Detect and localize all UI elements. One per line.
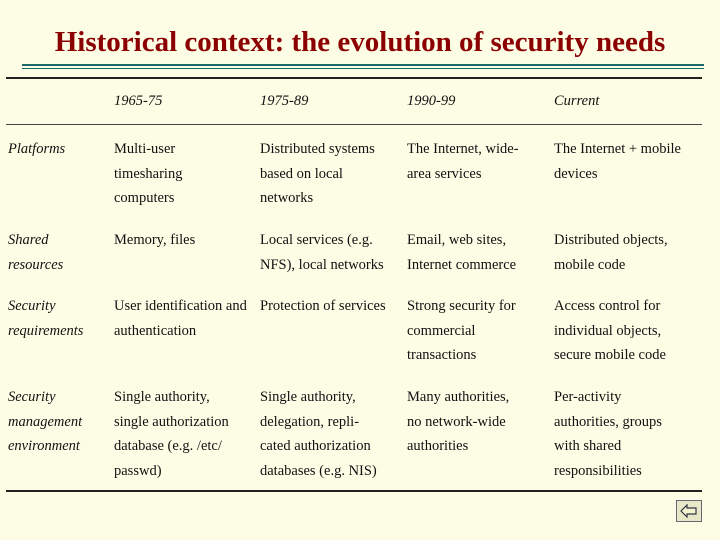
title-underline-secondary (22, 68, 704, 69)
column-header-1990-99: 1990-99 (407, 93, 456, 109)
row-label-platforms: Platforms (8, 141, 66, 157)
table-cell: Local services (e.g. NFS), local networks (260, 232, 384, 273)
table-cell: Email, web sites, Internet commerce (407, 232, 517, 273)
row-label-shared-resources: Shared resources (8, 232, 64, 273)
page-title: Historical context: the evolution of security needs (54, 26, 666, 58)
column-header-current: Current (554, 93, 600, 109)
back-button[interactable] (676, 500, 702, 522)
table-cell: Single authority, delegation, repli- cated authorization databases (e.g. NIS) (260, 389, 377, 479)
table-cell: Memory, files (114, 232, 196, 248)
table-cell: Distributed objects, mobile code (554, 232, 668, 273)
header-rule (6, 124, 702, 125)
table-cell: The Internet, wide- area services (407, 141, 519, 182)
column-header-1965-75: 1965-75 (114, 93, 163, 109)
table-cell: User identification and authentication (114, 298, 247, 339)
table-top-rule (6, 77, 702, 79)
table-cell: Single authority, single authorization database (e.g. /etc/ passwd) (114, 389, 229, 479)
table-cell: Strong security for commercial transactions (407, 298, 516, 363)
title-underline (22, 64, 704, 66)
table-cell: The Internet + mobile devices (554, 141, 681, 182)
table-bottom-rule (6, 490, 702, 492)
table-cell: Protection of services (260, 298, 386, 314)
table-cell: Per-activity authorities, groups with shared responsibilities (554, 389, 662, 479)
row-label-security-requirements: Security requirements (8, 298, 84, 339)
row-label-security-management-environment: Security management environment (8, 389, 83, 454)
column-header-1975-89: 1975-89 (260, 93, 309, 109)
table-cell: Access control for individual objects, secure mobile code (554, 298, 666, 363)
table-cell: Multi-user timesharing computers (114, 141, 183, 206)
table-cell: Many authorities, no network-wide authorities (407, 389, 510, 454)
back-arrow-icon (680, 504, 698, 518)
table-cell: Distributed systems based on local networks (260, 141, 375, 206)
